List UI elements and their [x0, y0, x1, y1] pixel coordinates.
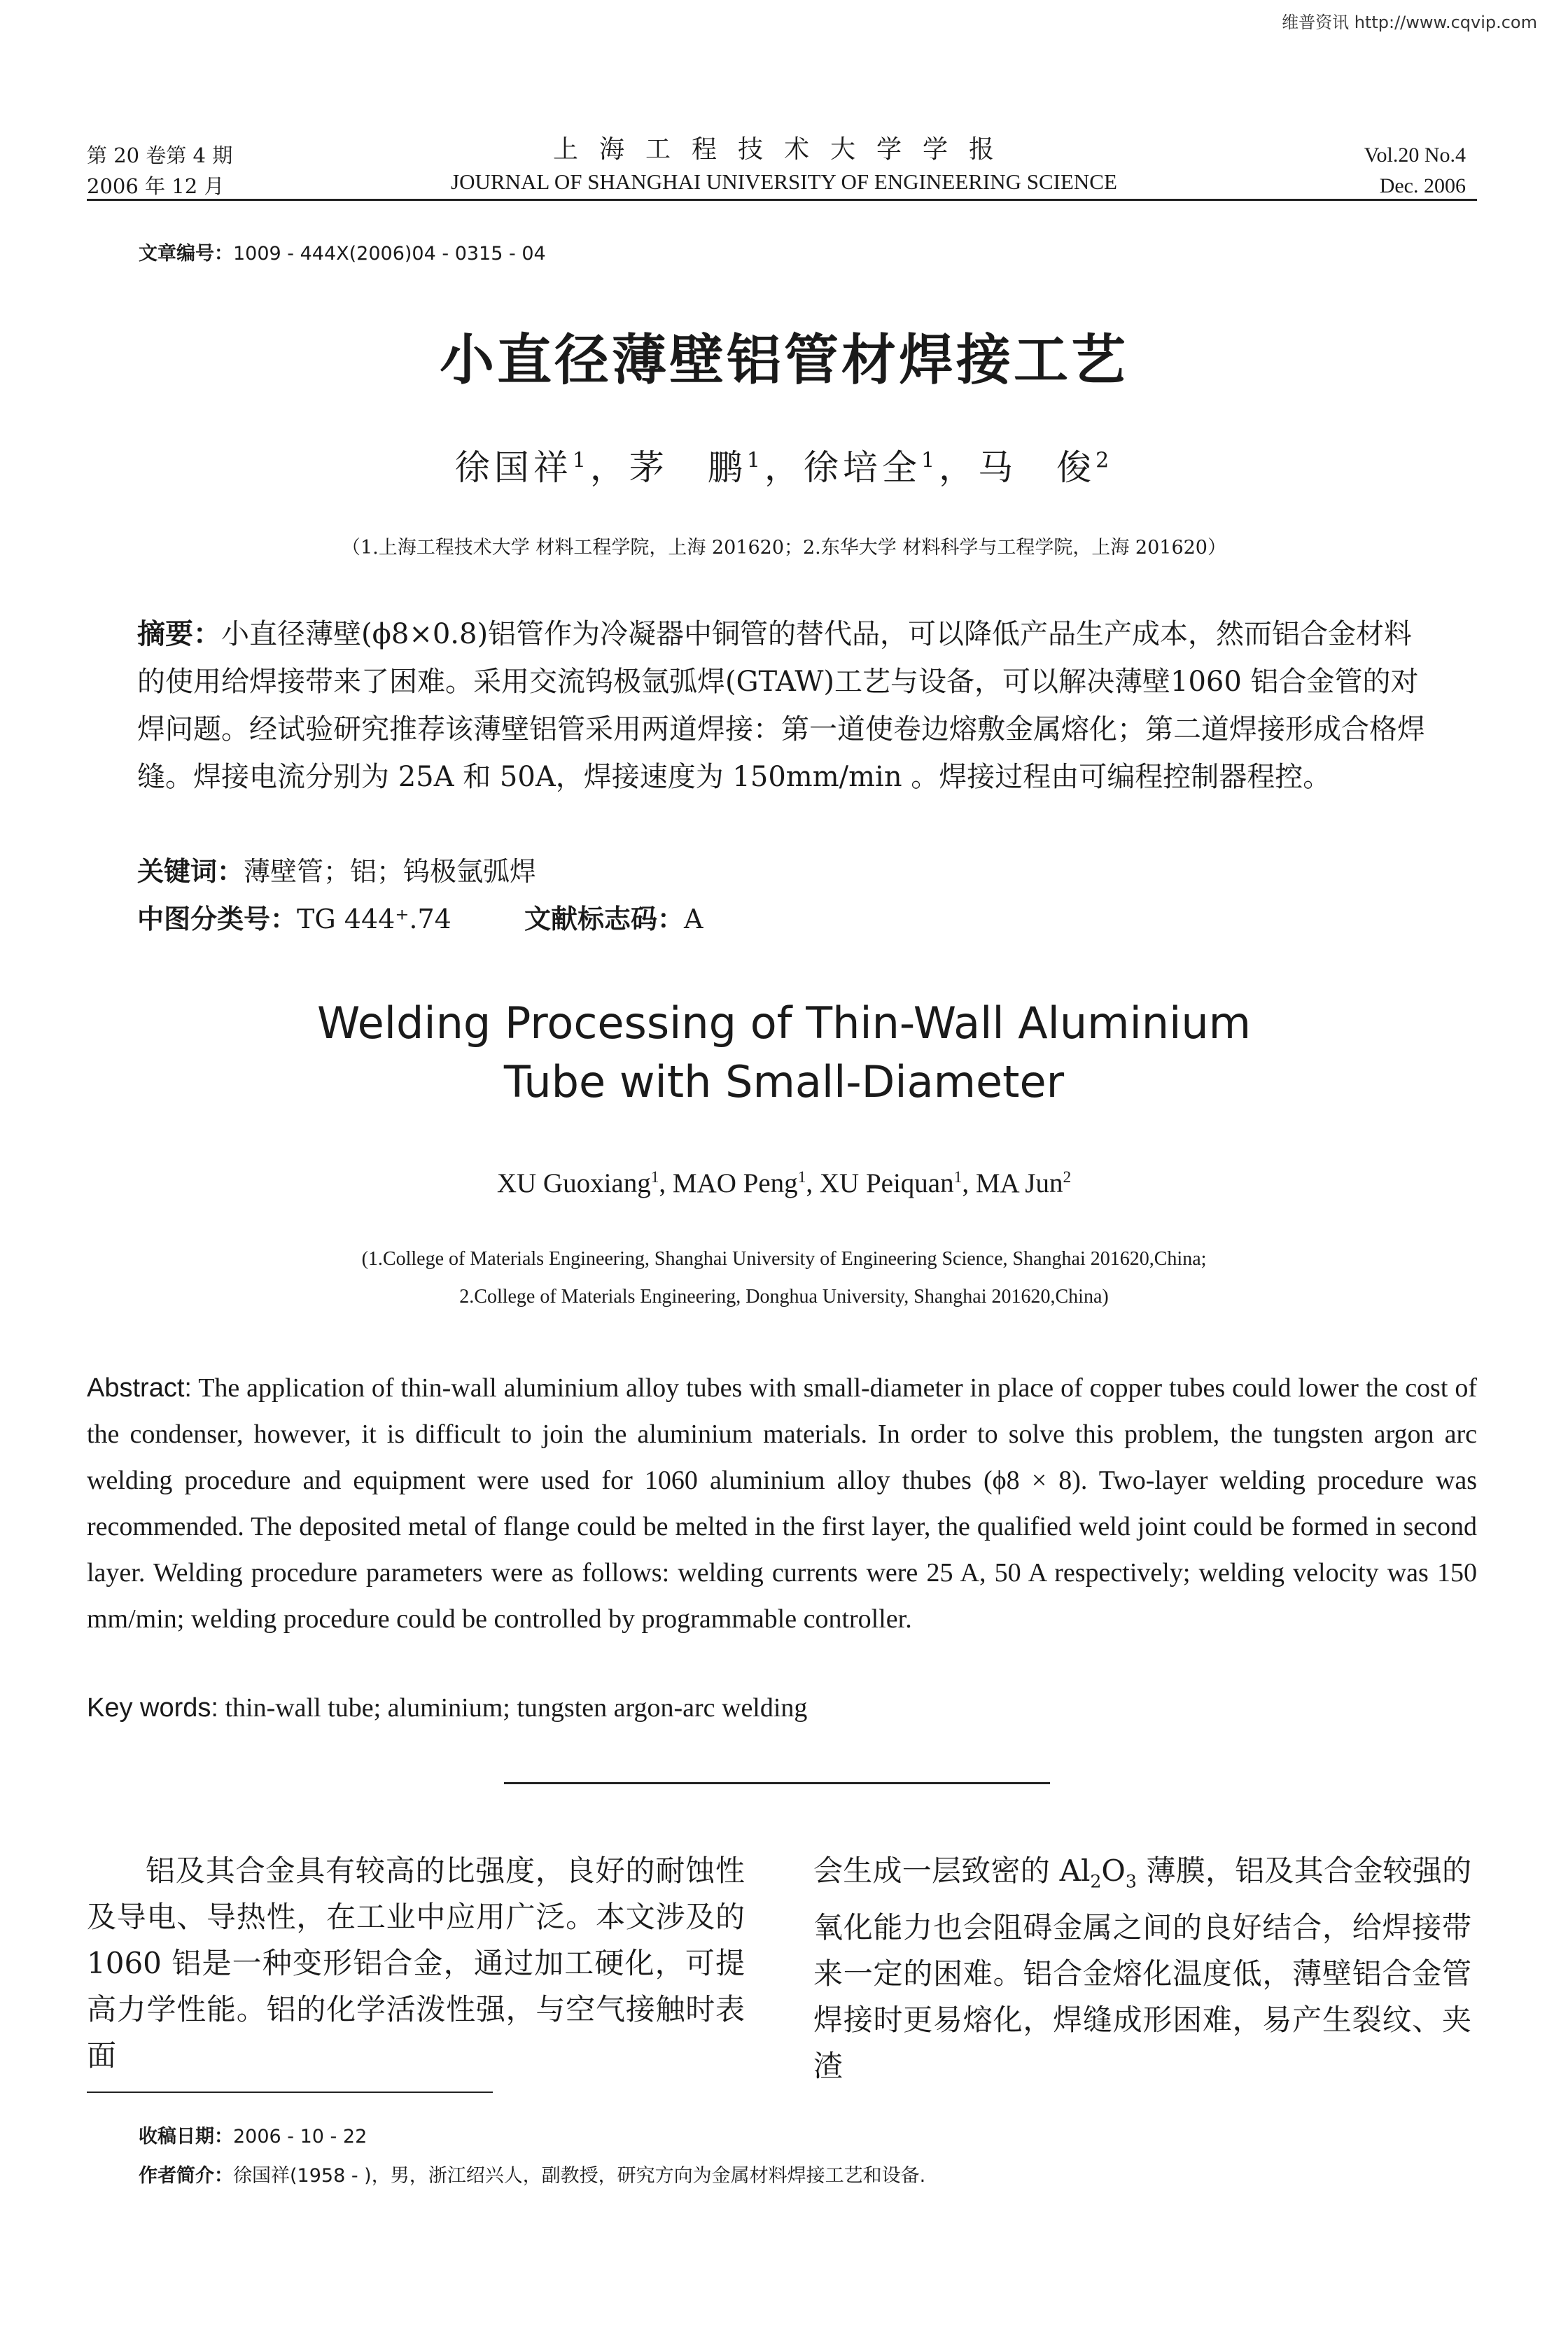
volume-en: Vol.20 No.4	[1364, 143, 1466, 167]
article-number	[139, 238, 546, 265]
subscript: 3	[1125, 1871, 1137, 1892]
title-en-line2: Tube with Small-Diameter	[503, 1056, 1065, 1107]
section-divider	[504, 1782, 1050, 1784]
article-number-label: 文章编号：	[139, 243, 233, 265]
body-right-start: 会生成一层致密的 Al	[813, 1854, 1091, 1888]
paper-title-cn: 小直径薄壁铝管材焊接工艺	[439, 329, 1128, 392]
author-sup: 1	[921, 448, 939, 473]
author-bio	[139, 2160, 925, 2187]
author-sup: 2	[1063, 1168, 1072, 1186]
abstract-cn-text: 小直径薄壁(ϕ8×0.8)铝管作为冷凝器中铜管的替代品，可以降低产品生产成本，然而铝合金材料的使用给焊接带来了困难。采用交流钨极氩弧焊(GTAW)工艺与设备，可以解决薄壁1060 铝合金管的对焊问题。经试验研究推荐该薄壁铝管采用两道焊接：第一道使卷边熔敷金属熔化；第二道焊接形成合格焊缝。焊接电流分别为 25A 和 50A，焊接速度为 150mm/min 。焊接过程由可编程控制器程控。	[137, 618, 1425, 793]
author-sup: 1	[650, 1168, 659, 1186]
document-code-value: A	[684, 904, 704, 934]
author-en: XU Guoxiang	[496, 1168, 651, 1198]
author-cn: 徐国祥	[454, 447, 573, 488]
keywords-cn-text: 薄壁管；铝；钨极氩弧焊	[244, 856, 537, 887]
journal-title-en: JOURNAL OF SHANGHAI UNIVERSITY OF ENGINEERING SCIENCE	[451, 169, 1117, 194]
author-cn: 徐培全	[804, 447, 921, 488]
author-list-en: XU Guoxiang$^1$, MAO Peng$^1$, XU Peiquan$^1$, MA Jun$^2$	[496, 1168, 1072, 1198]
author-sup: 1	[953, 1168, 962, 1186]
classification-label: 中图分类号：	[137, 904, 298, 934]
keywords-cn	[137, 850, 536, 888]
abstract-en	[87, 1365, 1477, 1642]
footnote-rule	[87, 2092, 493, 2093]
author-en: XU Peiquan	[819, 1168, 954, 1198]
body-column-left: 铝及其合金具有较高的比强度，良好的耐蚀性及导电、导热性，在工业中应用广泛。本文涉及的1060 铝是一种变形铝合金，通过加工硬化，可提高力学性能。铝的化学活泼性强，与空气接触时表面	[87, 1854, 745, 2073]
body-column-right	[813, 1848, 1471, 2089]
author-en: MAO Peng	[672, 1168, 798, 1198]
affiliation-en-line1: (1.College of Materials Engineering, Shanghai University of Engineering Science, Shanghai 201620,China;	[361, 1248, 1207, 1270]
received-date	[139, 2121, 367, 2148]
author-sup: 1	[572, 448, 590, 473]
author-cn: 马 俊	[978, 447, 1096, 488]
abstract-en-label: Abstract:	[87, 1373, 192, 1403]
abstract-cn	[137, 610, 1425, 801]
keywords-en-label: Key words:	[87, 1693, 218, 1723]
abstract-en-text: The application of thin-wall aluminium alloy tubes with small-diameter in place of copper tubes could lower the cost of the condenser, however, it is difficult to join the aluminium materials. In order to solve this problem, the tungsten argon arc welding procedure and equipment were used for 1060 aluminium alloy thubes (ϕ8 × 8). Two-layer welding procedure was recommended. The deposited metal of flange could be melted in the first layer, the qualified weld joint could be formed in second layer. Welding procedure parameters were as follows: welding currents were 25 A, 50 A respectively; welding velocity was 150 mm/min; welding procedure could be controlled by programmable controller.	[87, 1373, 1477, 1634]
received-value: 2006 - 10 - 22	[233, 2126, 368, 2148]
affiliation-cn: （1.上海工程技术大学 材料工程学院，上海 201620；2.东华大学 材料科学与工程学院，上海 201620）	[342, 537, 1226, 559]
date-en: Dec. 2006	[1379, 174, 1466, 197]
article-number-value: 1009 - 444X(2006)04 - 0315 - 04	[233, 243, 546, 265]
author-en: MA Jun	[975, 1168, 1063, 1198]
affiliation-en	[0, 1240, 1568, 1316]
received-label: 收稿日期：	[139, 2126, 233, 2148]
journal-title-cn: 上海工程技术大学学报	[552, 135, 1015, 164]
classification-value: TG 444⁺.74	[297, 904, 451, 934]
author-sup: 2	[1096, 448, 1114, 473]
author-sup: 1	[746, 448, 764, 473]
keywords-en-text: thin-wall tube; aluminium; tungsten argon-arc welding	[225, 1693, 808, 1723]
keywords-en	[87, 1693, 807, 1723]
author-list-cn: 徐国祥$^1$，茅 鹏$^1$，徐培全$^1$，马 俊$^2$	[454, 447, 1114, 488]
keywords-cn-label: 关键词：	[137, 856, 244, 887]
document-code-label: 文献标志码：	[524, 904, 685, 934]
paper-title-en	[0, 994, 1568, 1112]
header-rule	[87, 199, 1477, 201]
author-bio-value: 徐国祥(1958 - )，男，浙江绍兴人，副教授，研究方向为金属材料焊接工艺和设备.	[233, 2165, 926, 2187]
watermark: 维普资讯 http://www.cqvip.com	[1282, 13, 1537, 32]
author-cn: 茅 鹏	[629, 447, 747, 488]
author-sup: 1	[797, 1168, 806, 1186]
classification	[137, 897, 703, 936]
date-cn: 2006 年 12 月	[87, 174, 225, 198]
subscript: 2	[1090, 1871, 1102, 1892]
body-right-rest: 薄膜，铝及其合金较强的氧化能力也会阻碍金属之间的良好结合，给焊接带来一定的困难。铝合金熔化温度低，薄壁铝合金管焊接时更易熔化，焊缝成形困难，易产生裂纹、夹渣	[813, 1854, 1471, 2084]
volume-cn: 第 20 卷第 4 期	[87, 143, 233, 167]
oxygen-symbol: O	[1101, 1854, 1126, 1888]
header-right	[1364, 140, 1466, 202]
title-en-line1: Welding Processing of Thin-Wall Aluminium	[316, 997, 1252, 1049]
abstract-cn-label: 摘要：	[137, 618, 221, 650]
author-bio-label: 作者简介：	[139, 2165, 233, 2187]
header-center	[0, 133, 1568, 197]
affiliation-en-line2: 2.College of Materials Engineering, Donghua University, Shanghai 201620,China)	[459, 1286, 1109, 1308]
